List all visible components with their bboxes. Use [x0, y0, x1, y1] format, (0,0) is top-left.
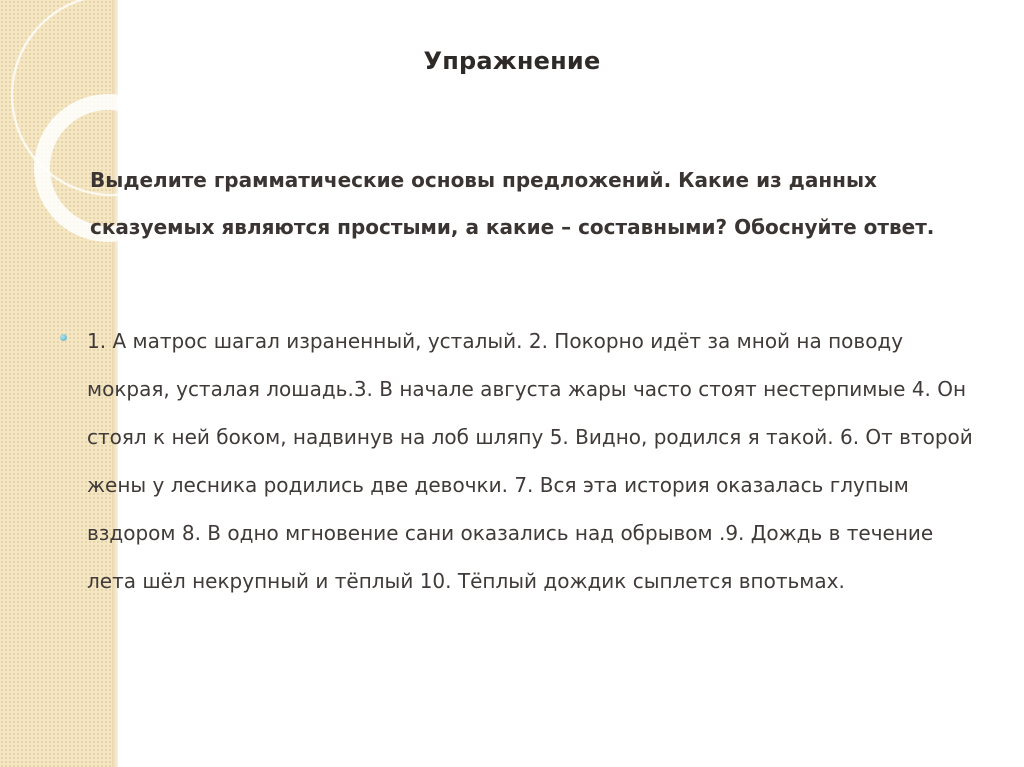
bullet-icon	[60, 334, 67, 341]
exercise-sentences: 1. А матрос шагал израненный, усталый. 2. Покорно идёт за мной на поводу мокрая, усталая лошадь.3. В начале августа жары часто стоят нестерпимые 4. Он стоял к ней боком, надвинув на лоб шляпу 5. Видно, родился я такой. 6. От второй жены у лесника родились две девочки. 7. Вся эта история оказалась глупым вздором 8. В одно мгновение сани оказались над обрывом .9. Дождь в течение лета шёл некрупный и тёплый 10. Тёплый дождик сыплется впотьмах.	[87, 329, 973, 593]
exercise-instruction: Выделите грамматические основы предложений. Какие из данных сказуемых являются простыми, а какие – составными? Обоснуйте ответ.	[90, 168, 935, 239]
slide-title: Упражнение	[423, 47, 601, 75]
